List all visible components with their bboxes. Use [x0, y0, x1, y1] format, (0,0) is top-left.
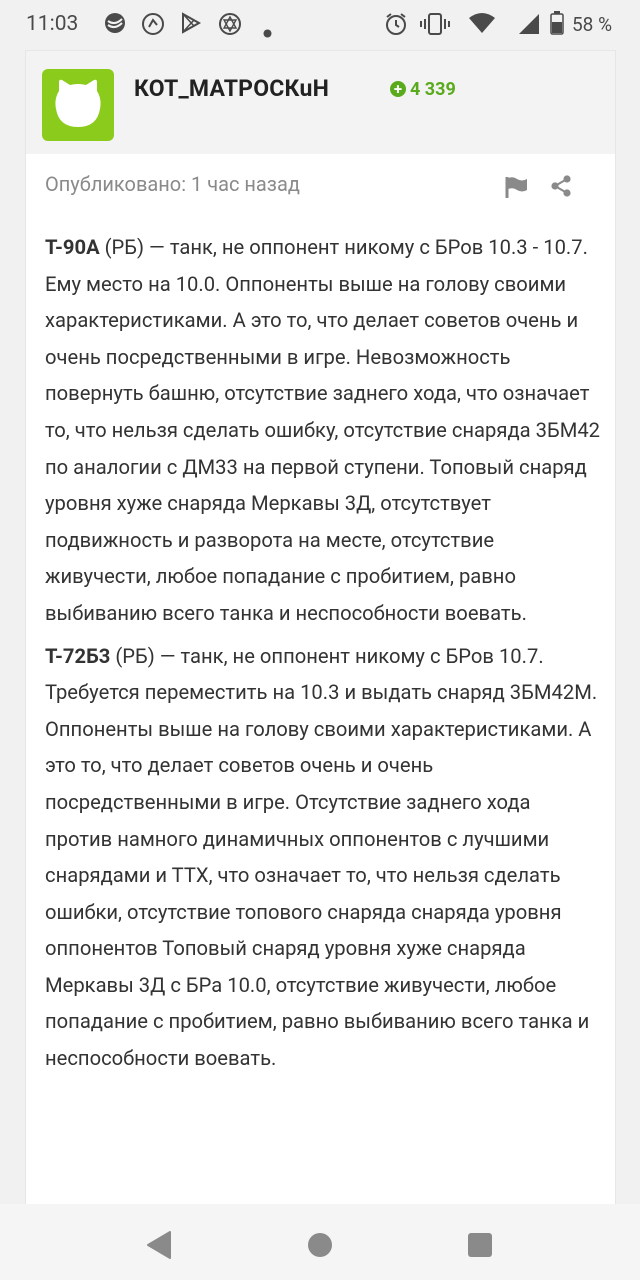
sberbank-icon	[104, 12, 126, 39]
status-bar	[0, 0, 640, 50]
vibrate-icon	[420, 12, 450, 41]
post-paragraph	[45, 229, 601, 632]
alarm-icon	[384, 12, 408, 41]
post-card	[25, 50, 616, 1206]
flag-icon[interactable]	[504, 175, 530, 203]
tank-name: Т-72Б3	[45, 643, 111, 668]
tank-name: Т-90А	[45, 235, 100, 259]
avatar[interactable]	[42, 69, 114, 141]
paragraph-text: (РБ) — танк, не оппонент никому с БРов 10.7. Требуется переместить на 10.3 и выдать снаряд 3БМ42М. Оппоненты выше на голову своими характеристиками. А это то, что делает советов очень и очень посредственными в игре. Отсутствие заднего хода против намного динамичных оппонентов с лучшими снарядами и ТТХ, что означает то, что нельзя сделать ошибки, отсутствие топового снаряда снаряда уровня оппонентов Топовый снаряд уровня хуже снаряда Меркавы 3Д с БРа 10.0, отсутствие живучести, любое попадание с пробитием, равно выбиванию всего танка и неспособности воевать.	[45, 643, 598, 1071]
home-icon[interactable]	[308, 1233, 332, 1257]
post-content	[45, 229, 601, 1083]
share-icon[interactable]	[550, 175, 572, 201]
published-time: Опубликовано: 1 час назад	[45, 172, 300, 196]
system-nav-bar	[0, 1204, 640, 1280]
author-name[interactable]: КОТ_МАТРОСКuН	[134, 75, 330, 102]
app-icon	[218, 12, 242, 41]
author-rating	[390, 79, 456, 100]
dot-icon	[263, 19, 272, 43]
rating-value: 4 339	[410, 79, 456, 100]
wifi-icon	[468, 12, 496, 39]
battery-percent: 58 %	[572, 13, 612, 36]
post-paragraph	[45, 638, 601, 1077]
plus-circle-icon: +	[390, 81, 406, 97]
recents-icon[interactable]	[468, 1233, 492, 1257]
cat-avatar-icon	[42, 69, 114, 141]
play-store-icon	[180, 12, 202, 39]
messenger-icon	[141, 12, 165, 41]
paragraph-text: (РБ) — танк, не оппонент никому с БРов 10.3 - 10.7. Ему место на 10.0. Оппоненты выше на голову своими характеристиками. А это то, что делает советов очень и очень посредственными в игре. Невозможность повернуть башню, отсутствие заднего хода, что означает то, что нельзя сделать ошибку, отсутствие снаряда 3БМ42 по аналогии с ДМ33 на первой ступени. Топовый снаряд уровня хуже снаряда Меркавы 3Д, отсутствует подвижность и разворота на месте, отсутствие живучести, любое попадание с пробитием, равно выбиванию всего танка и неспособности воевать.	[45, 235, 601, 625]
back-icon[interactable]	[146, 1230, 172, 1264]
post-header	[26, 51, 615, 154]
status-time: 11:03	[26, 12, 79, 36]
battery-icon	[550, 11, 564, 40]
signal-icon	[518, 13, 540, 40]
